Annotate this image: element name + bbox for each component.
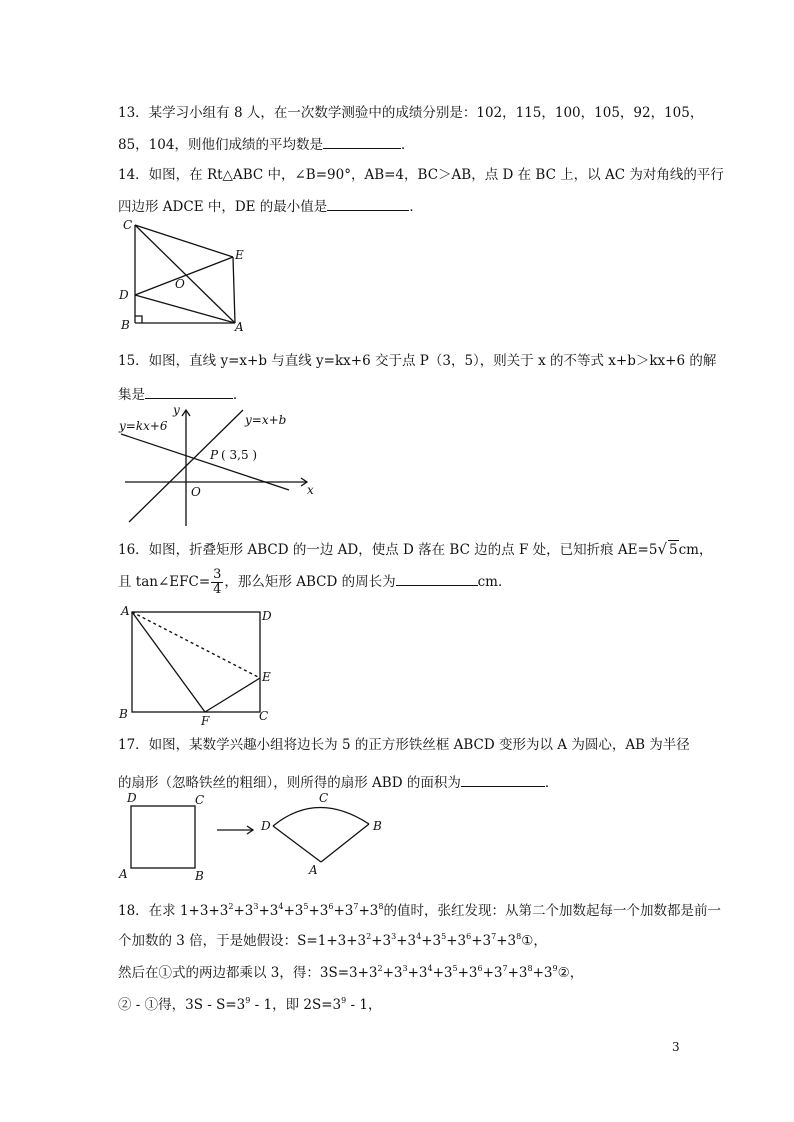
figure-linear-graph bbox=[115, 402, 325, 530]
label-A: A bbox=[121, 604, 130, 618]
label-B: B bbox=[121, 318, 130, 332]
line-label-xb: y=x+b bbox=[245, 413, 287, 427]
label-B2: B bbox=[373, 819, 382, 833]
axis-label-y: y bbox=[173, 403, 180, 417]
label-C2: C bbox=[319, 791, 329, 805]
q13-line1: 13．某学习小组有 8 人，在一次数学测验中的成绩分别是：102，115，100，105，92，105， bbox=[118, 105, 704, 121]
page-number: 3 bbox=[672, 1040, 680, 1054]
label-E: E bbox=[235, 248, 244, 262]
label-C: C bbox=[259, 709, 269, 723]
q16-line2: 且 tan∠EFC= $\frac{3}{4}$ ，那么矩形 ABCD 的周长为 cm． bbox=[118, 567, 512, 597]
label-O: O bbox=[175, 277, 185, 291]
label-D: D bbox=[262, 609, 272, 623]
label-D: D bbox=[119, 288, 129, 302]
line-label-kx6: y=kx+6 bbox=[119, 419, 168, 433]
figure-parallelogram bbox=[115, 215, 260, 340]
label-F: F bbox=[201, 714, 210, 727]
origin-label: O bbox=[191, 485, 201, 499]
label-B1: B bbox=[195, 869, 204, 882]
answer-blank-14[interactable] bbox=[327, 196, 409, 211]
label-C: C bbox=[123, 218, 133, 232]
point-coord: ( 3,5 ) bbox=[221, 448, 258, 462]
fraction-3-4: $\frac{3}{4}$ bbox=[213, 567, 222, 597]
answer-blank-13[interactable] bbox=[323, 134, 401, 149]
label-A1: A bbox=[119, 867, 128, 881]
label-D2: D bbox=[261, 819, 271, 833]
q18-line4: ② - ①得，$3S - S=3^9 - 1$，即 $2S=3^9 - 1$， bbox=[118, 996, 382, 1013]
q16-line1: 16．如图，折叠矩形 ABCD 的一边 AD，使点 D 落在 BC 边的点 F 处，已知折痕 AE=5√ 5cm， bbox=[118, 540, 713, 558]
point-label-P: P bbox=[210, 448, 219, 462]
q17-line2: 的扇形（忽略铁丝的粗细），则所得的扇形 ABD 的面积为 ． bbox=[118, 772, 558, 792]
label-B: B bbox=[119, 707, 128, 721]
q14-line1: 14．如图，在 Rt△ABC 中，∠B=90°，AB=4，BC＞AB，点 D 在 BC 上，以 AC 为对角线的平行 bbox=[118, 167, 724, 183]
q13-line2: 85，104，则他们成绩的平均数是 ． bbox=[118, 134, 414, 154]
q18-line3: 然后在①式的两边都乘以 3，得：$3S=3+3^2+3^3+3^4+3^5+3^6+3^7+3^8+3^9②$， bbox=[118, 964, 584, 981]
label-A: A bbox=[235, 320, 244, 334]
label-E: E bbox=[262, 670, 271, 684]
answer-blank-15[interactable] bbox=[145, 384, 233, 399]
q15-line2: 集是 ． bbox=[118, 384, 247, 404]
q17-line1: 17．如图，某数学兴趣小组将边长为 5 的正方形铁丝框 ABCD 变形为以 A 为圆心，AB 为半径 bbox=[118, 737, 690, 753]
label-D1: D bbox=[127, 791, 137, 805]
axis-label-x: x bbox=[307, 483, 314, 497]
answer-blank-17[interactable] bbox=[461, 772, 545, 787]
label-C1: C bbox=[195, 793, 205, 807]
figure-folded-rectangle bbox=[115, 602, 280, 727]
q13-text: 85，104，则他们成绩的平均数是 bbox=[118, 137, 323, 153]
q18-line1: 18．在求 $1+3+3^2+3^3+3^4+3^5+3^6+3^7+3^8$的值时，张红发现：从第二个加数起每一个加数都是前一 bbox=[118, 902, 721, 919]
q18-line2: 个加数的 3 倍，于是她假设：$S=1+3+3^2+3^3+3^4+3^5+3^6+3^7+3^8①$， bbox=[118, 932, 547, 949]
q15-line1: 15．如图，直线 y=x+b 与直线 y=kx+6 交于点 P（3，5），则关于 x 的不等式 x+b＞kx+6 的解 bbox=[118, 353, 717, 369]
answer-blank-16[interactable] bbox=[396, 571, 478, 586]
label-A2: A bbox=[309, 863, 318, 877]
q14-line2: 四边形 ADCE 中，DE 的最小值是 ． bbox=[118, 196, 423, 216]
figure-square-to-sector bbox=[115, 790, 395, 882]
